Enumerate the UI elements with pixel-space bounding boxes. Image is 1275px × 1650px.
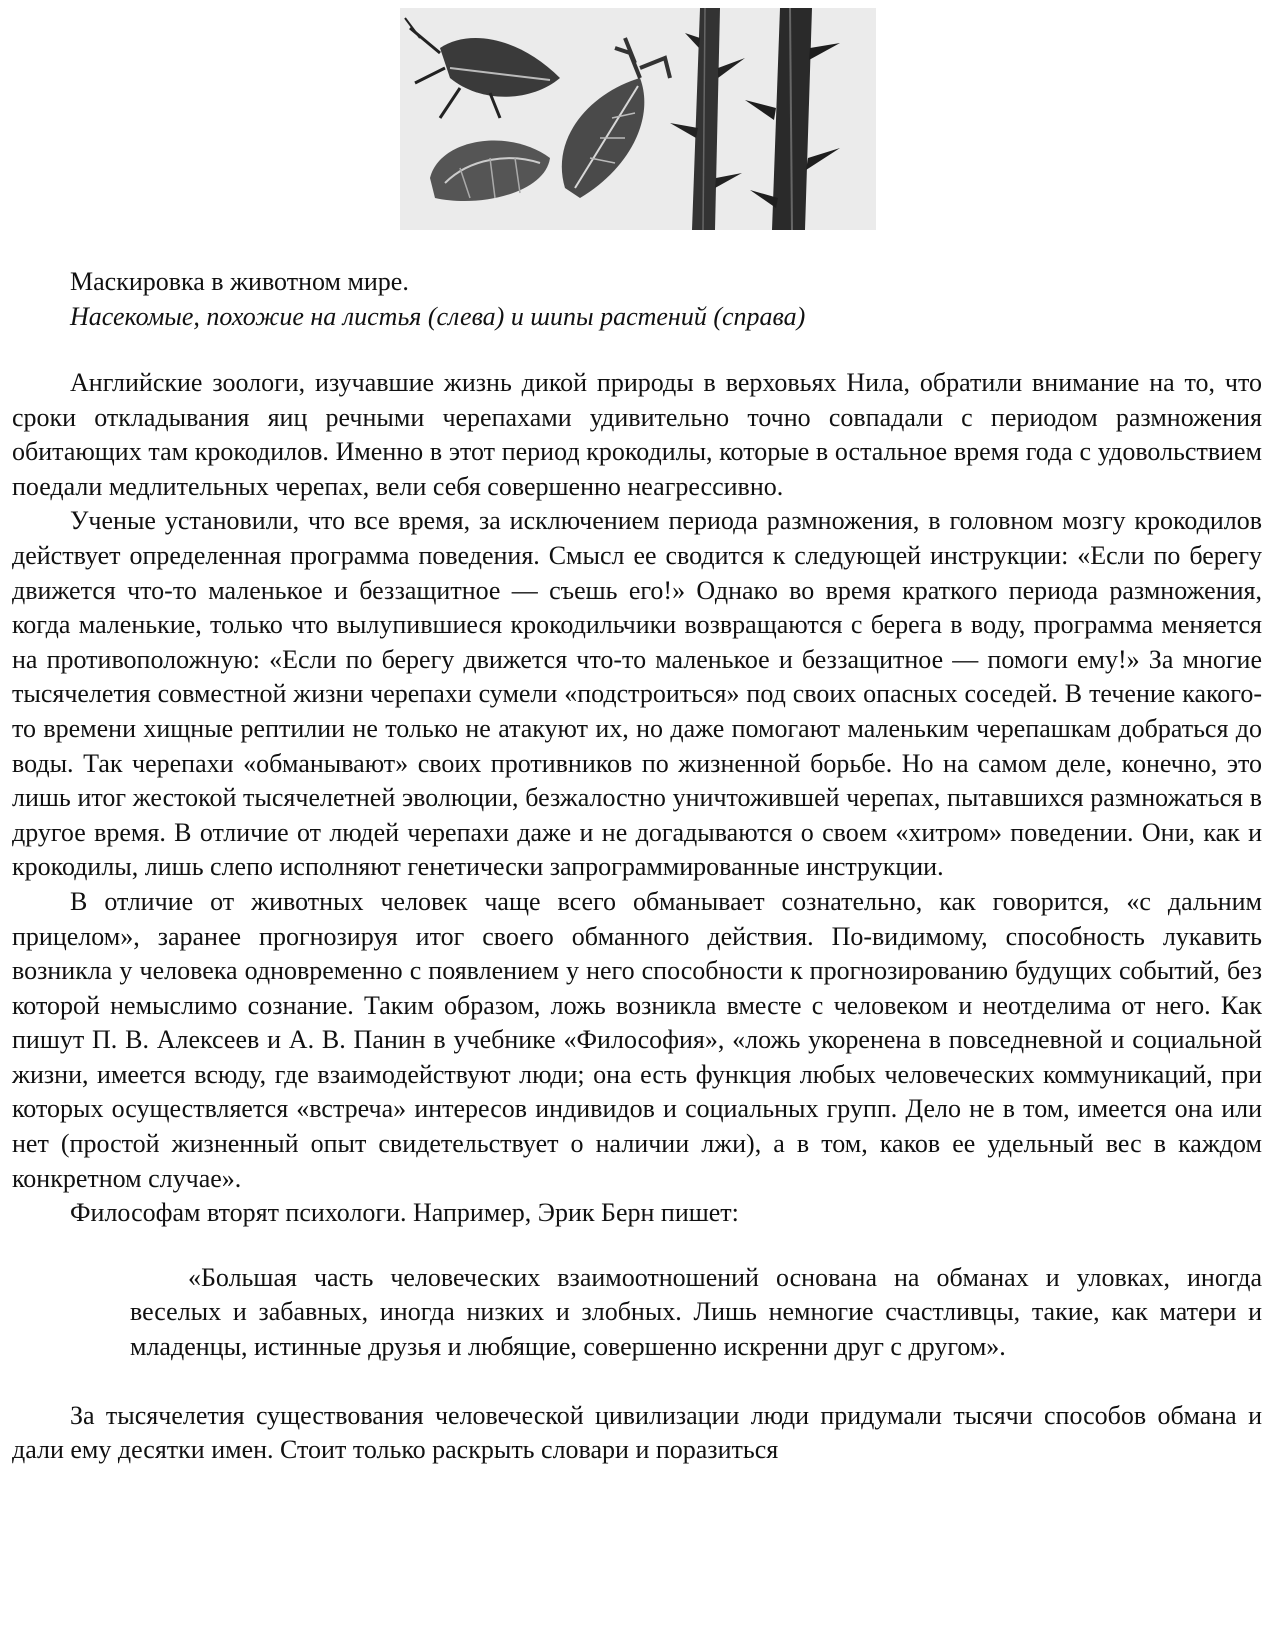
paragraph: В отличие от животных человек чаще всего обманывает сознательно, как говорится, «с дальним прицелом», заранее прогнозируя итог своего обманного действия. По-видимому, способность лукавить возникла у человека одновременно с появлением у него способности к прогнозированию будущих событий, без которой немыслимо сознание. Таким образом, ложь возникла вместе с человеком и неотделима от него. Как пишут П. В. Алексеев и А. В. Панин в учебнике «Философия», «ложь укоренена в повседневной и социальной жизни, имеется всюду, где взаимодействуют люди; она есть функция любых человеческих коммуникаций, при которых осуществляется «встреча» интересов индивидов и социальных групп. Дело не в том, имеется она или нет (простой жизненный опыт свидетельствует о наличии лжи), а в том, каков ее удельный вес в каждом конкретном случае». bbox=[12, 886, 1262, 1193]
figure-caption bbox=[70, 264, 1220, 334]
paragraph: За тысячелетия существования человеческой цивилизации люди придумали тысячи способов обмана и дали ему десятки имен. Стоит только раскрыть словари и поразиться bbox=[12, 1400, 1262, 1465]
camouflage-figure bbox=[400, 8, 876, 230]
caption-subtitle: Насекомые, похожие на листья (слева) и шипы растений (справа) bbox=[70, 302, 806, 331]
caption-title: Маскировка в животном мире. bbox=[70, 267, 409, 296]
paragraph: Ученые установили, что все время, за исключением периода размножения, в головном мозгу крокодилов действует определенная программа поведения. Смысл ее сводится к следующей инструкции: «Если по берегу движется что-то маленькое и беззащитное — съешь его!» Однако во время краткого периода размножения, когда маленькие, только что вылупившиеся крокодильчики возвращаются с берега в воду, программа меняется на противоположную: «Если по берегу движется что-то маленькое и беззащитное — помоги ему!» За многие тысячелетия совместной жизни черепахи сумели «подстроиться» под своих опасных соседей. В течение какого-то времени хищные рептилии не только не атакуют их, но даже помогают маленьким черепашкам добраться до воды. Так черепахи «обманывают» своих противников по жизненной борьбе. Но на самом деле, конечно, это лишь итог жестокой тысячелетней эволюции, безжалостно уничтожившей черепах, пытавшихся размножаться в другое время. В отличие от людей черепахи даже и не догадываются о своем «хитром» поведении. Они, как и крокодилы, лишь слепо исполняют генетически запрограммированные инструкции. bbox=[12, 506, 1262, 882]
paragraph: Философам вторят психологи. Например, Эрик Берн пишет: bbox=[70, 1198, 739, 1228]
insects-camouflage-illustration bbox=[400, 8, 876, 230]
paragraph: Английские зоологи, изучавшие жизнь дикой природы в верховьях Нила, обратили внимание на то, что сроки откладывания яиц речными черепахами удивительно точно совпадали с периодом размножения обитающих там крокодилов. Именно в этот период крокодилы, которые в остальное время года с удовольствием поедали медлительных черепах, вели себя совершенно неагрессивно. bbox=[12, 368, 1262, 501]
block-quote: «Большая часть человеческих взаимоотношений основана на обманах и уловках, иногда веселых и забавных, иногда низких и злобных. Лишь немногие счастливцы, такие, как матери и младенцы, истинные друзья и любящие, совершенно искренни друг с другом». bbox=[130, 1262, 1262, 1362]
article-body bbox=[12, 366, 1262, 1468]
